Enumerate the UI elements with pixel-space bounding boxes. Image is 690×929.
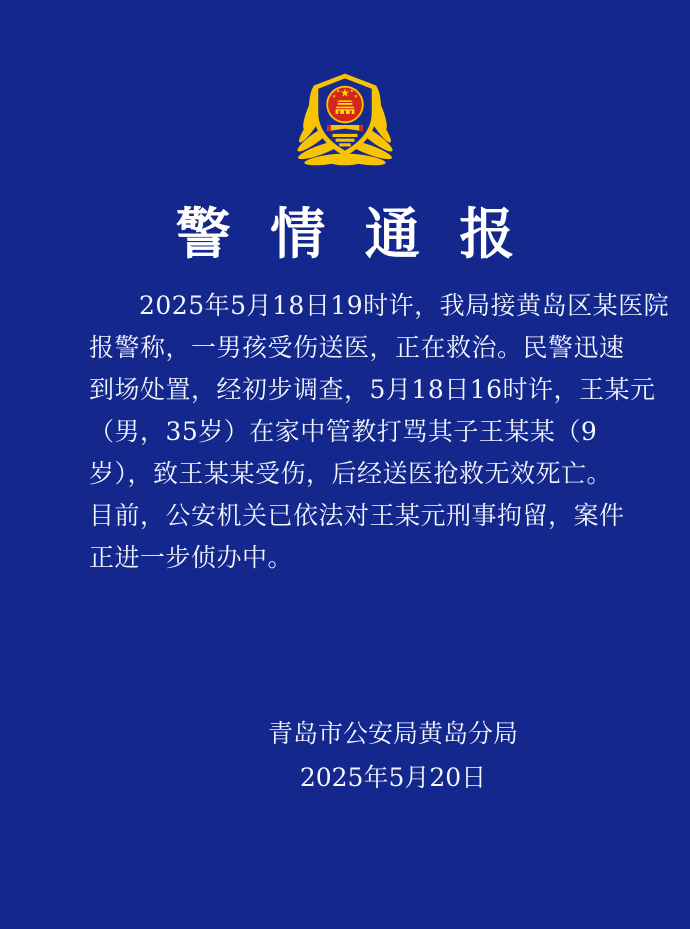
notice-body — [89, 285, 670, 579]
body-line: 目前，公安机关已依法对王某元刑事拘留，案件 — [89, 501, 625, 530]
body-line: 2025年5月18日19时许，我局接黄岛区某医院 — [139, 291, 670, 320]
body-line: 报警称，一男孩受伤送医，正在救治。民警迅速 — [89, 333, 625, 362]
body-line: 正进一步侦办中。 — [89, 543, 294, 572]
body-line: 到场处置，经初步调查，5月18日16时许，王某元 — [89, 375, 656, 404]
issuing-authority: 青岛市公安局黄岛分局 — [267, 719, 518, 748]
notice-footer — [0, 712, 690, 800]
notice-date: 2025年5月20日 — [299, 763, 487, 792]
body-line: 岁），致王某某受伤，后经送医抢救无效死亡。 — [89, 459, 613, 488]
body-line: （男，35岁）在家中管教打骂其子王某某（9 — [89, 417, 598, 446]
notice-title: 警情通报 — [175, 201, 554, 266]
police-badge-icon — [286, 60, 404, 170]
